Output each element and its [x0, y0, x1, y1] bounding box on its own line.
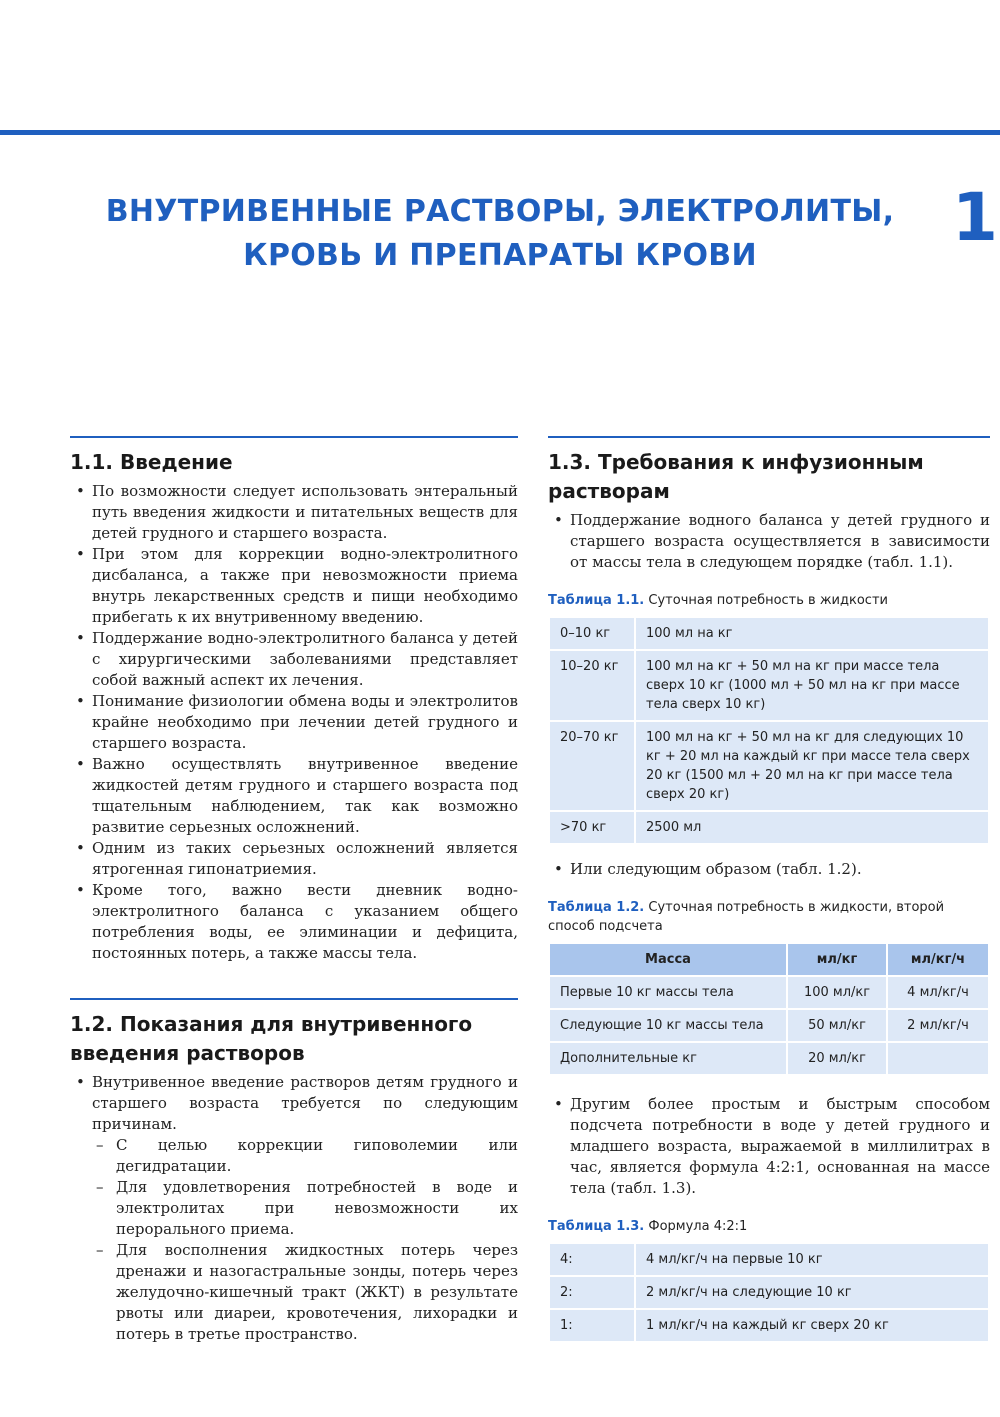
table-label: Таблица 1.1.	[548, 593, 645, 608]
table-cell: 1 мл/кг/ч на каждый кг сверх 20 кг	[636, 1310, 988, 1341]
list-item: • Одним из таких серьезных осложнений является ятрогенная гипонатриемия.	[70, 838, 518, 880]
table-1-3-caption	[548, 1217, 990, 1236]
table-cell: 2 мл/кг/ч	[888, 1010, 988, 1041]
table-cell: 0–10 кг	[550, 618, 634, 649]
table-cell: 2:	[550, 1277, 634, 1308]
table-header-row	[550, 944, 988, 975]
list-item-text: Внутривенное введение растворов детям грудного и старшего возраста требуется по следующим причинам.	[92, 1073, 518, 1133]
table-row	[550, 1244, 988, 1275]
table-cell: 4 мл/кг/ч на первые 10 кг	[636, 1244, 988, 1275]
table-row	[550, 1277, 988, 1308]
section-1-3-list-2	[548, 859, 990, 880]
left-column-lower	[70, 998, 518, 1345]
table-1-3	[548, 1242, 990, 1343]
sub-list-item: – Для восполнения жидкостных потерь через дренажи и назогастральные зонды, потерь через желудочно-кишечный тракт (ЖКТ) в результате рвоты или диареи, кровотечения, лихорадки и потерь в третье пространство.	[92, 1240, 518, 1345]
table-label: Таблица 1.3.	[548, 1219, 645, 1234]
section-1-2-heading-line-1: 1.2. Показания для внутривенного	[70, 1012, 473, 1036]
table-row	[550, 1310, 988, 1341]
table-cell: 100 мл/кг	[788, 977, 886, 1008]
right-column	[548, 436, 990, 1343]
table-1-1-caption	[548, 591, 990, 610]
section-rule	[70, 998, 518, 1000]
list-item: • Поддержание водно-электролитного баланса у детей с хирургическими заболеваниями представляет собой важный аспект их лечения.	[70, 628, 518, 691]
table-cell: 1:	[550, 1310, 634, 1341]
table-row	[550, 722, 988, 810]
sub-list	[92, 1135, 518, 1345]
table-1-1	[548, 616, 990, 845]
table-cell: 2 мл/кг/ч на следующие 10 кг	[636, 1277, 988, 1308]
section-1-3-heading-line-1: 1.3. Требования к инфузионным	[548, 450, 924, 474]
section-1-2-heading	[70, 1010, 518, 1068]
table-cell: 2500 мл	[636, 812, 988, 843]
chapter-title-line-2: КРОВЬ И ПРЕПАРАТЫ КРОВИ	[243, 238, 757, 273]
table-cell: 50 мл/кг	[788, 1010, 886, 1041]
table-cell: Дополнительные кг	[550, 1043, 786, 1074]
list-item	[70, 1072, 518, 1345]
list-item: • Или следующим образом (табл. 1.2).	[548, 859, 990, 880]
table-caption-text: Формула 4:2:1	[648, 1219, 748, 1234]
table-cell: 20–70 кг	[550, 722, 634, 810]
table-cell: Первые 10 кг массы тела	[550, 977, 786, 1008]
list-item: • Поддержание водного баланса у детей грудного и старшего возраста осуществляется в зависимости от массы тела в следующем порядке (табл. 1.1).	[548, 510, 990, 573]
section-1-3-heading	[548, 448, 990, 506]
section-1-1-heading: 1.1. Введение	[70, 450, 233, 474]
section-1-2-heading-line-2: введения растворов	[70, 1041, 305, 1065]
list-item: • По возможности следует использовать энтеральный путь введения жидкости и питательных веществ для детей грудного и старшего возраста.	[70, 481, 518, 544]
list-item: • Важно осуществлять внутривенное введение жидкостей детям грудного и старшего возраста под тщательным наблюдением, так как возможно развитие серьезных осложнений.	[70, 754, 518, 838]
section-1-3-heading-line-2: растворам	[548, 479, 670, 503]
column-header: мл/кг	[788, 944, 886, 975]
list-item: • Другим более простым и быстрым способом подсчета потребности в воде у детей грудного и младшего возраста, выражаемой в миллилитрах в час, является формула 4:2:1, основанная на массе тела (табл. 1.3).	[548, 1094, 990, 1199]
top-rule	[0, 130, 1000, 135]
sub-list-item: – Для удовлетворения потребностей в воде и электролитах при невозможности их перорального приема.	[92, 1177, 518, 1240]
table-1-2	[548, 942, 990, 1076]
list-item: • Понимание физиологии обмена воды и электролитов крайне необходимо при лечении детей грудного и старшего возраста.	[70, 691, 518, 754]
chapter-number: 1	[952, 179, 998, 256]
table-cell: 100 мл на кг + 50 мл на кг при массе тела сверх 10 кг (1000 мл + 50 мл на кг при массе тела сверх 10 кг)	[636, 651, 988, 720]
table-cell: >70 кг	[550, 812, 634, 843]
section-rule	[70, 436, 518, 438]
list-item: • Кроме того, важно вести дневник водно-электролитного баланса с указанием общего потребления воды, ее элиминации и дефицита, постоянных потерь, а также массы тела.	[70, 880, 518, 964]
section-1-2-list	[70, 1072, 518, 1345]
table-1-2-caption	[548, 898, 990, 936]
column-header: Масса	[550, 944, 786, 975]
table-row	[550, 977, 988, 1008]
table-caption-text: Суточная потребность в жидкости, второй способ подсчета	[548, 900, 945, 934]
section-rule	[548, 436, 990, 438]
table-caption-text: Суточная потребность в жидкости	[648, 593, 888, 608]
table-cell: 4 мл/кг/ч	[888, 977, 988, 1008]
table-cell: 10–20 кг	[550, 651, 634, 720]
table-row	[550, 618, 988, 649]
chapter-title	[60, 190, 940, 278]
table-label: Таблица 1.2.	[548, 900, 645, 915]
left-column	[70, 436, 518, 964]
table-row	[550, 812, 988, 843]
table-cell: 100 мл на кг + 50 мл на кг для следующих 10 кг + 20 мл на каждый кг при массе тела сверх 20 кг (1500 мл + 20 мл на кг при массе тела сверх 20 кг)	[636, 722, 988, 810]
column-header: мл/кг/ч	[888, 944, 988, 975]
table-cell	[888, 1043, 988, 1074]
table-row	[550, 651, 988, 720]
list-item: • При этом для коррекции водно-электролитного дисбаланса, а также при невозможности приема внутрь лекарственных средств и пищи необходимо прибегать к их внутривенному введению.	[70, 544, 518, 628]
section-1-3-list	[548, 510, 990, 573]
table-row	[550, 1043, 988, 1074]
chapter-title-line-1: ВНУТРИВЕННЫЕ РАСТВОРЫ, ЭЛЕКТРОЛИТЫ,	[105, 194, 895, 229]
section-1-1-list	[70, 481, 518, 964]
table-row	[550, 1010, 988, 1041]
table-cell: 20 мл/кг	[788, 1043, 886, 1074]
table-cell: 4:	[550, 1244, 634, 1275]
sub-list-item: – С целью коррекции гиповолемии или дегидратации.	[92, 1135, 518, 1177]
section-1-3-list-3	[548, 1094, 990, 1199]
table-cell: 100 мл на кг	[636, 618, 988, 649]
table-cell: Следующие 10 кг массы тела	[550, 1010, 786, 1041]
